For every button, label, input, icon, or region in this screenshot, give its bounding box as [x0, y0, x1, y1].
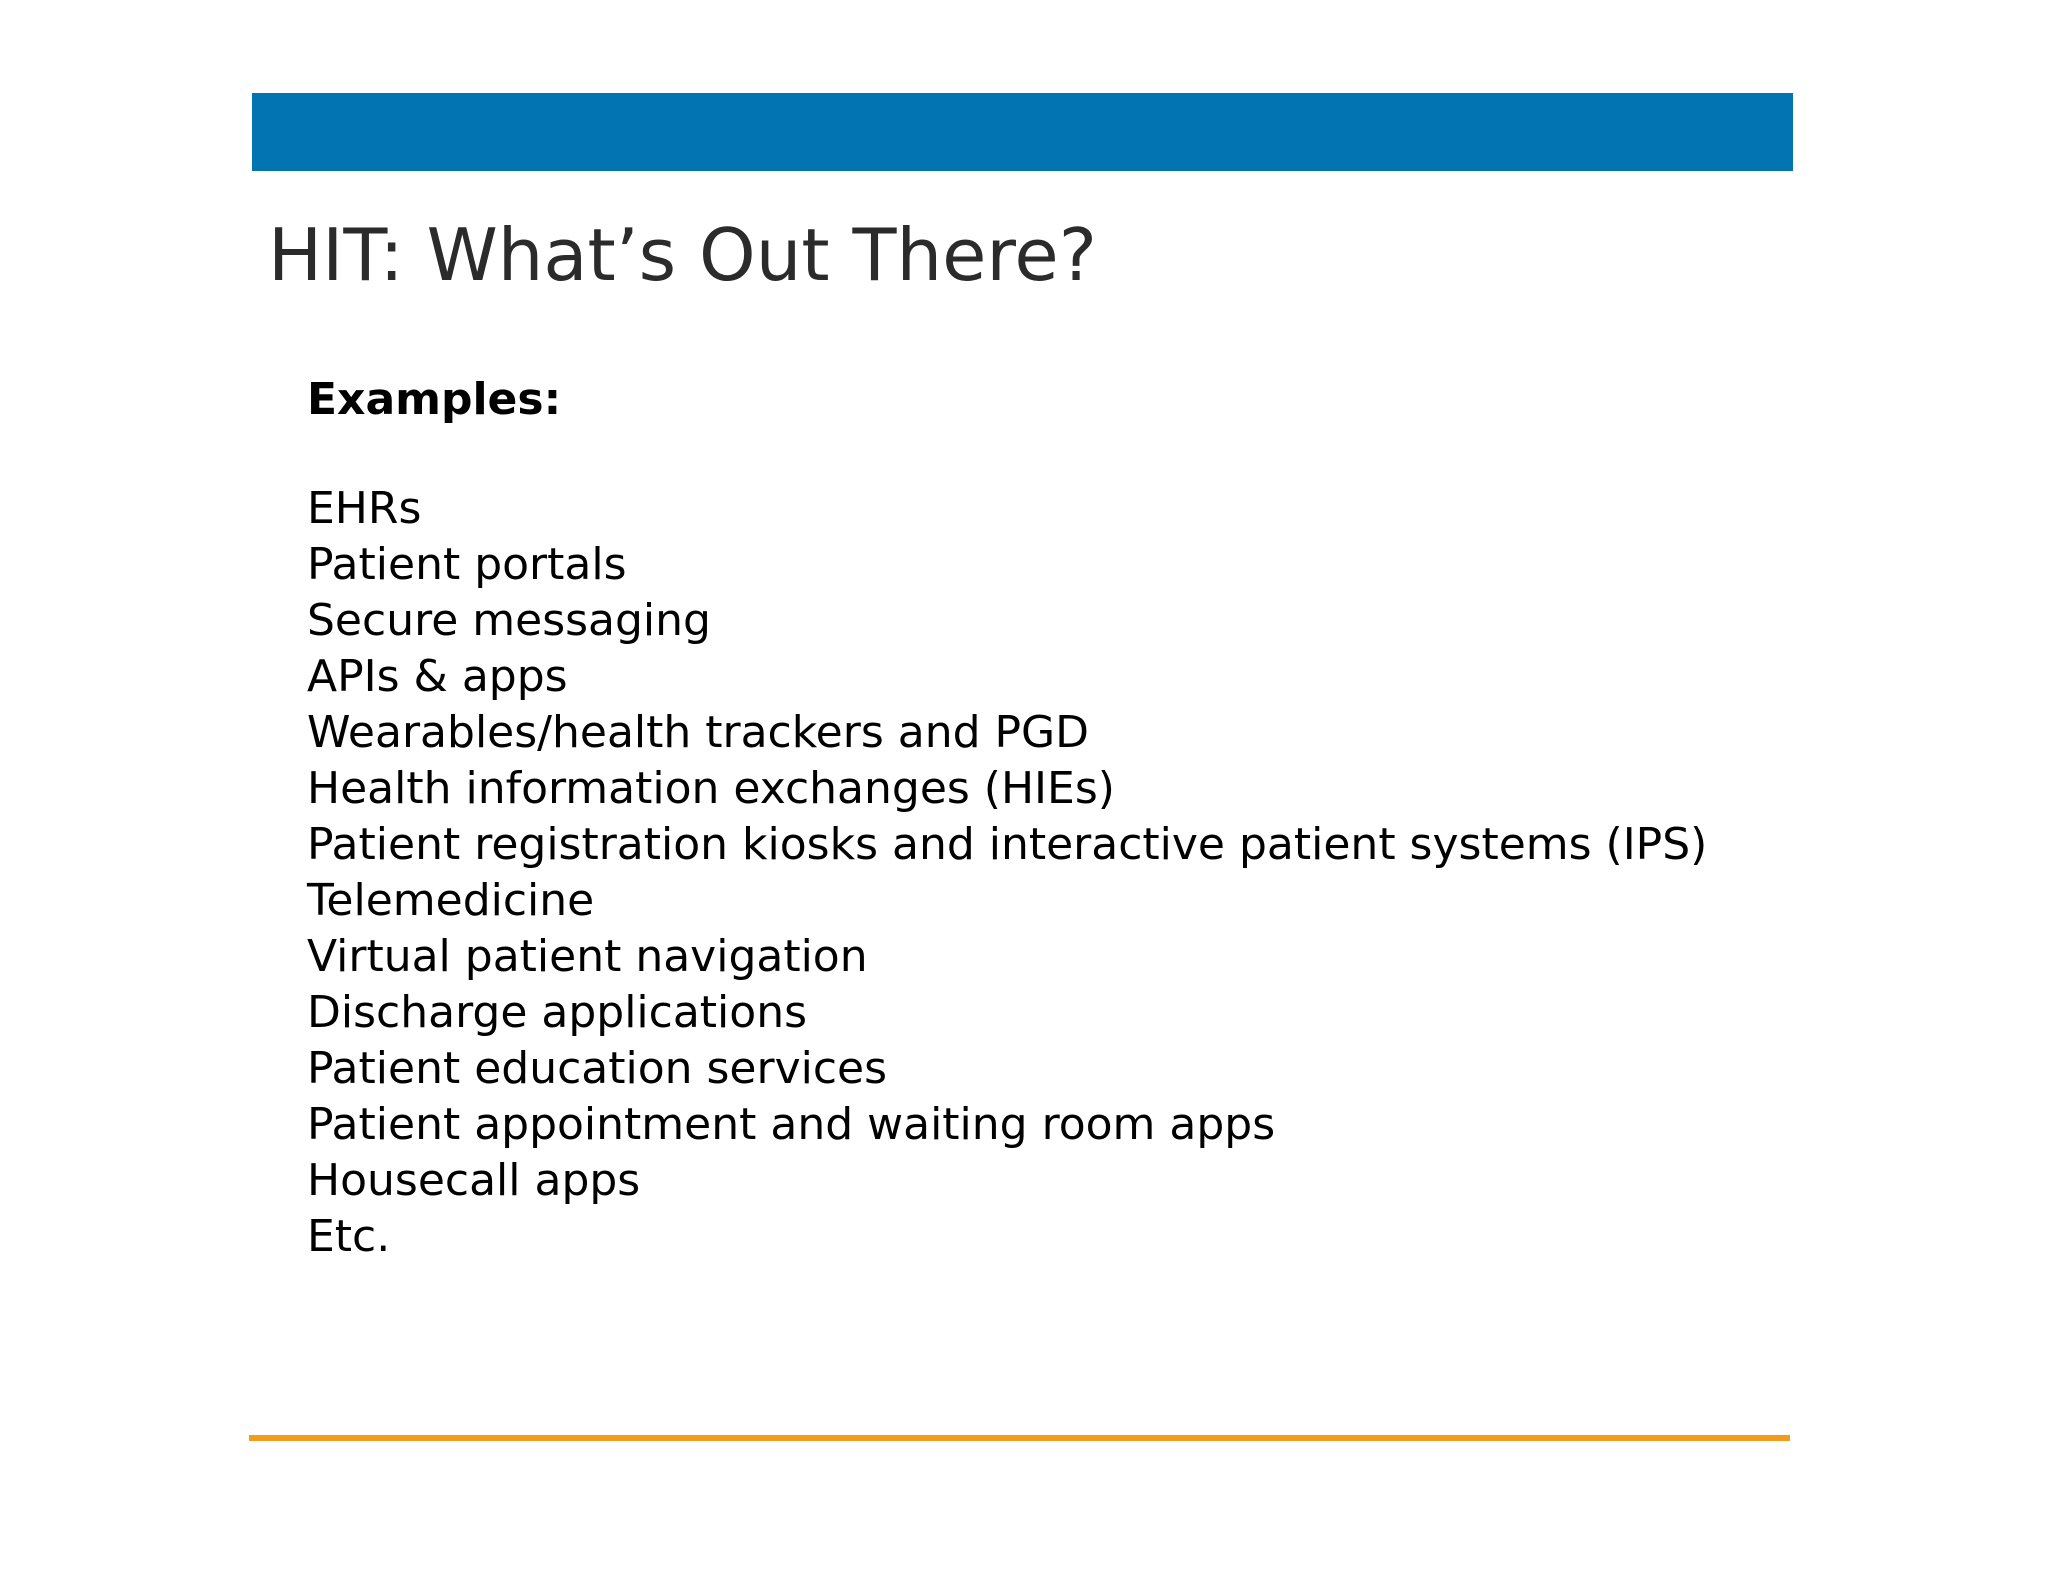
list-item: EHRs: [307, 483, 422, 534]
list-item: Wearables/health trackers and PGD: [307, 707, 1090, 758]
list-item: Patient portals: [307, 539, 627, 590]
list-item: Etc.: [307, 1211, 391, 1262]
list-item: Discharge applications: [307, 987, 808, 1038]
examples-list: [307, 481, 1707, 1265]
list-item: APIs & apps: [307, 651, 568, 702]
list-item: Patient education services: [307, 1043, 888, 1094]
list-item: Patient appointment and waiting room apps: [307, 1099, 1276, 1150]
list-item: Telemedicine: [307, 875, 595, 926]
list-item: Virtual patient navigation: [307, 931, 868, 982]
list-item: Health information exchanges (HIEs): [307, 763, 1115, 814]
list-item: Patient registration kiosks and interactive patient systems (IPS): [307, 819, 1708, 870]
list-item: Secure messaging: [307, 595, 711, 646]
slide-title: HIT: What’s Out There?: [268, 213, 1097, 297]
footer-divider: [249, 1435, 1790, 1441]
header-bar: [252, 93, 1793, 171]
list-item: Housecall apps: [307, 1155, 641, 1206]
examples-heading: Examples:: [307, 374, 562, 425]
